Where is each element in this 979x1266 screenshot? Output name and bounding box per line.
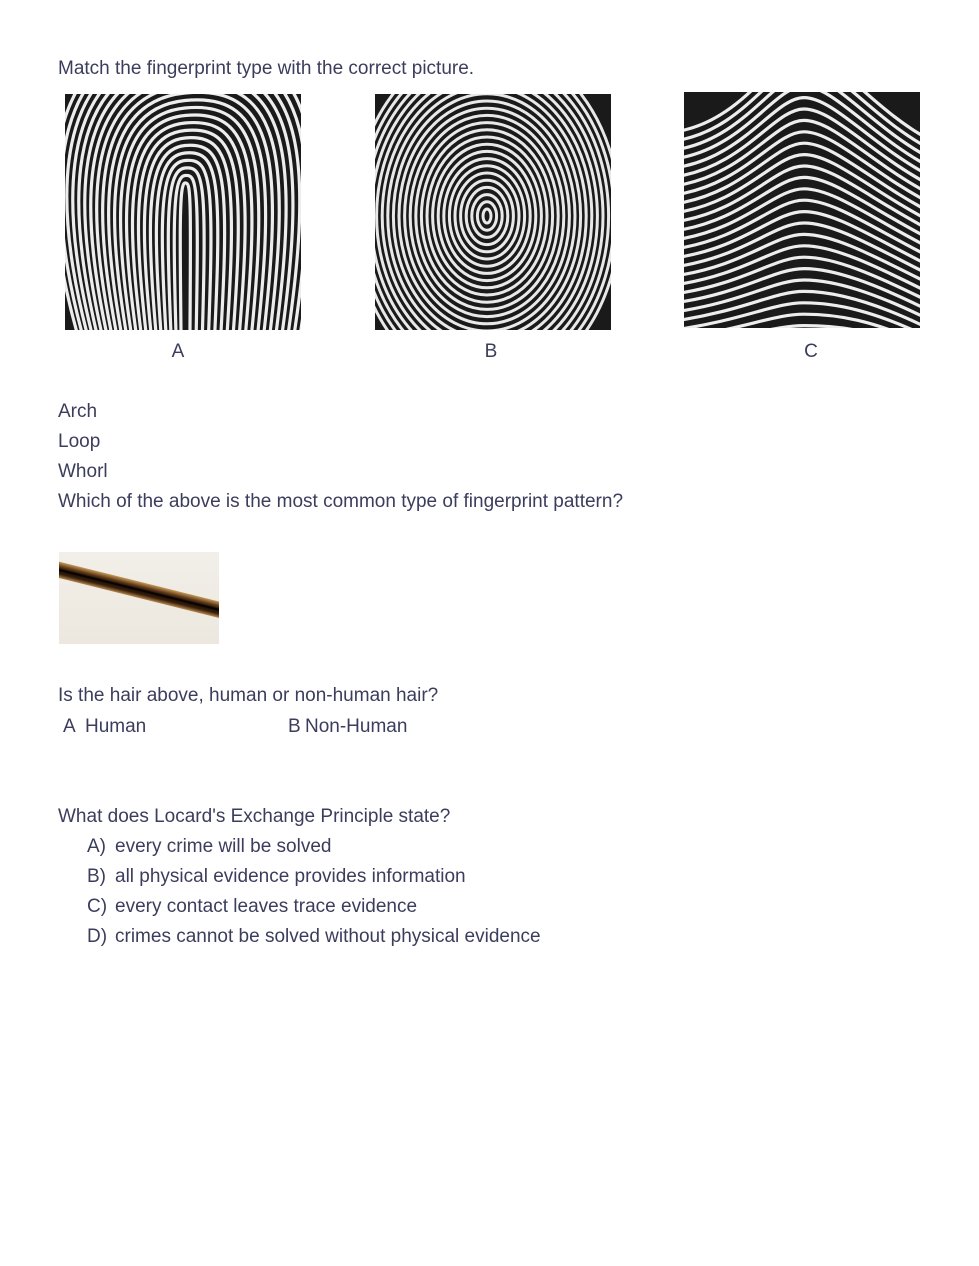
q3-prompt: Is the hair above, human or non-human hair? [58, 685, 439, 706]
fingerprint-loop-icon [65, 94, 301, 330]
hair-strand-icon [59, 552, 219, 644]
q4-option-a-letter: A) [87, 836, 106, 857]
type-loop: Loop [58, 431, 101, 452]
q3-option-b-text: Non-Human [305, 716, 408, 737]
q3-option-b-letter: B [288, 716, 301, 737]
q3-option-a-text: Human [85, 716, 147, 737]
q4-option-d-letter: D) [87, 926, 108, 947]
q4-option-d-text: crimes cannot be solved without physical evidence [115, 926, 541, 947]
q4-option-b-text: all physical evidence provides information [115, 866, 466, 887]
type-whorl: Whorl [58, 461, 108, 482]
fingerprint-arch-icon [684, 92, 920, 328]
q4-option-a-text: every crime will be solved [115, 836, 332, 857]
q2-prompt: Which of the above is the most common type of fingerprint pattern? [58, 491, 624, 512]
picture-label-c: C [804, 341, 818, 362]
picture-label-b: B [484, 341, 498, 362]
q1-prompt: Match the fingerprint type with the correct picture. [58, 58, 475, 79]
picture-label-a: A [171, 341, 185, 362]
q4-option-c-text: every contact leaves trace evidence [115, 896, 418, 917]
q3-option-a-letter: A [63, 716, 76, 737]
q4-option-b-letter: B) [87, 866, 106, 887]
q4-prompt: What does Locard's Exchange Principle state? [58, 806, 451, 827]
fingerprint-whorl-icon [375, 94, 611, 330]
q4-option-c-letter: C) [87, 896, 108, 917]
type-arch: Arch [58, 401, 98, 422]
